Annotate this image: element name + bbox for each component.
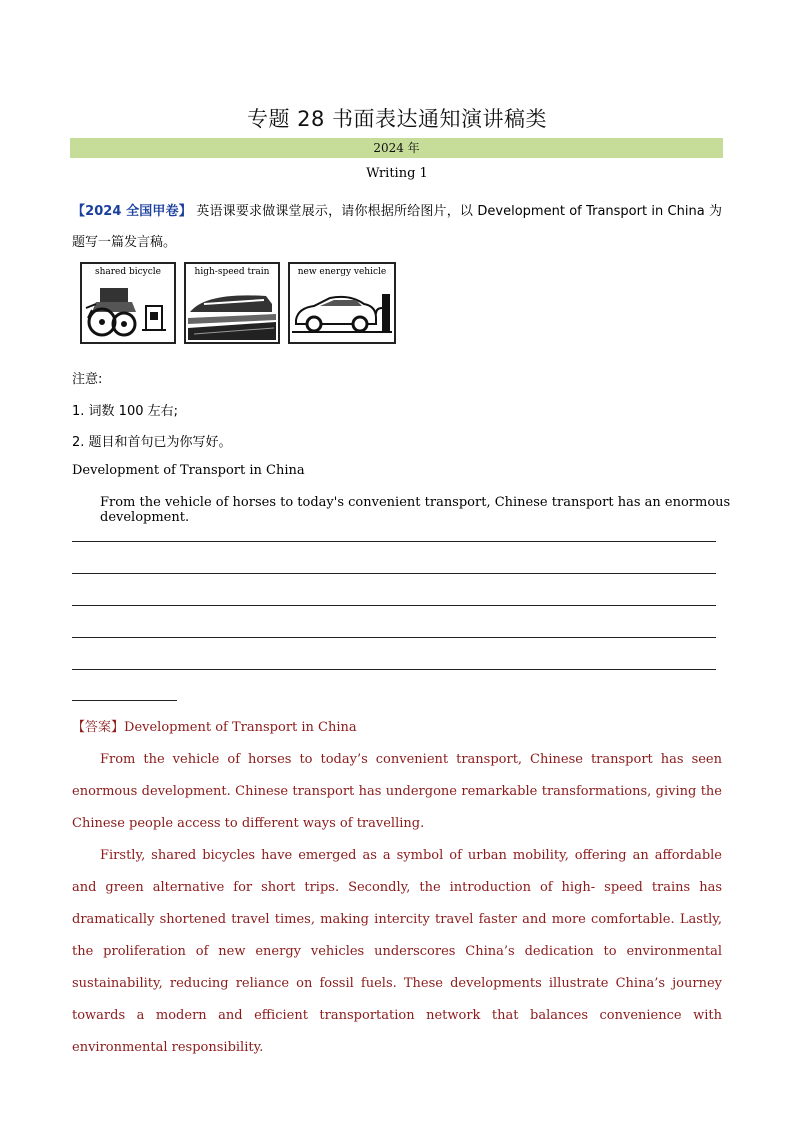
answer-paragraph: Firstly, shared bicycles have emerged as a symbol of urban mobility, offering an affordable and green alternative for short trips. Secondly, the introduction of high- speed trains has dramatically shortened travel times, making intercity travel faster and more comfortable. Lastly, the proliferation of new energy vehicles underscores China’s dedication to environmental sustainability, reducing reliance on fossil fuels. These developments illustrate China’s journey towards a modern and efficient transportation network that balances convenience with environmental responsibility. bbox=[72, 848, 722, 1055]
high-speed-train-icon bbox=[186, 278, 278, 342]
note-item: 1. 词数 100 左右; bbox=[72, 404, 178, 419]
task-prompt bbox=[72, 196, 722, 258]
section-subtitle: Writing 1 bbox=[366, 166, 428, 181]
writing-line-short bbox=[72, 700, 177, 701]
answer-paragraph: From the vehicle of horses to today’s convenient transport, Chinese transport has seen enormous development. Chinese transport has undergone remarkable transformations, giving the Chinese people access to different ways of travelling. bbox=[72, 752, 722, 831]
answer-tag: 【答案】 bbox=[72, 720, 125, 735]
figure-strip bbox=[80, 262, 410, 344]
prompt-text: 英语课要求做课堂展示，请你根据所给图片，以 Development of Transport in China 为题写一篇发言稿。 bbox=[72, 204, 722, 250]
note-item: 2. 题目和首句已为你写好。 bbox=[72, 435, 232, 450]
electric-car-icon bbox=[290, 278, 394, 342]
figure-shared-bicycle bbox=[80, 262, 176, 344]
notes-heading: 注意: bbox=[72, 372, 103, 387]
carriage-bicycle-icon bbox=[82, 278, 174, 342]
writing-line bbox=[72, 637, 716, 638]
writing-line bbox=[72, 669, 716, 670]
figure-caption: shared bicycle bbox=[94, 267, 162, 277]
source-tag: 【2024 全国甲卷】 bbox=[72, 204, 192, 219]
essay-title: Development of Transport in China bbox=[72, 463, 305, 478]
figure-caption: new energy vehicle bbox=[297, 267, 387, 277]
figure-caption: high-speed train bbox=[194, 267, 270, 277]
writing-line bbox=[72, 541, 716, 542]
writing-line bbox=[72, 573, 716, 574]
answer-title: Development of Transport in China bbox=[124, 720, 357, 735]
page-title: 专题 28 书面表达通知演讲稿类 bbox=[246, 107, 548, 131]
writing-line bbox=[72, 605, 716, 606]
figure-new-energy-vehicle bbox=[288, 262, 396, 344]
figure-high-speed-train bbox=[184, 262, 280, 344]
answer-heading bbox=[72, 712, 722, 744]
answer-section bbox=[72, 712, 722, 1064]
given-first-sentence: From the vehicle of horses to today's convenient transport, Chinese transport has an enormous development. bbox=[100, 495, 731, 525]
year-banner: 2024 年 bbox=[70, 138, 723, 158]
